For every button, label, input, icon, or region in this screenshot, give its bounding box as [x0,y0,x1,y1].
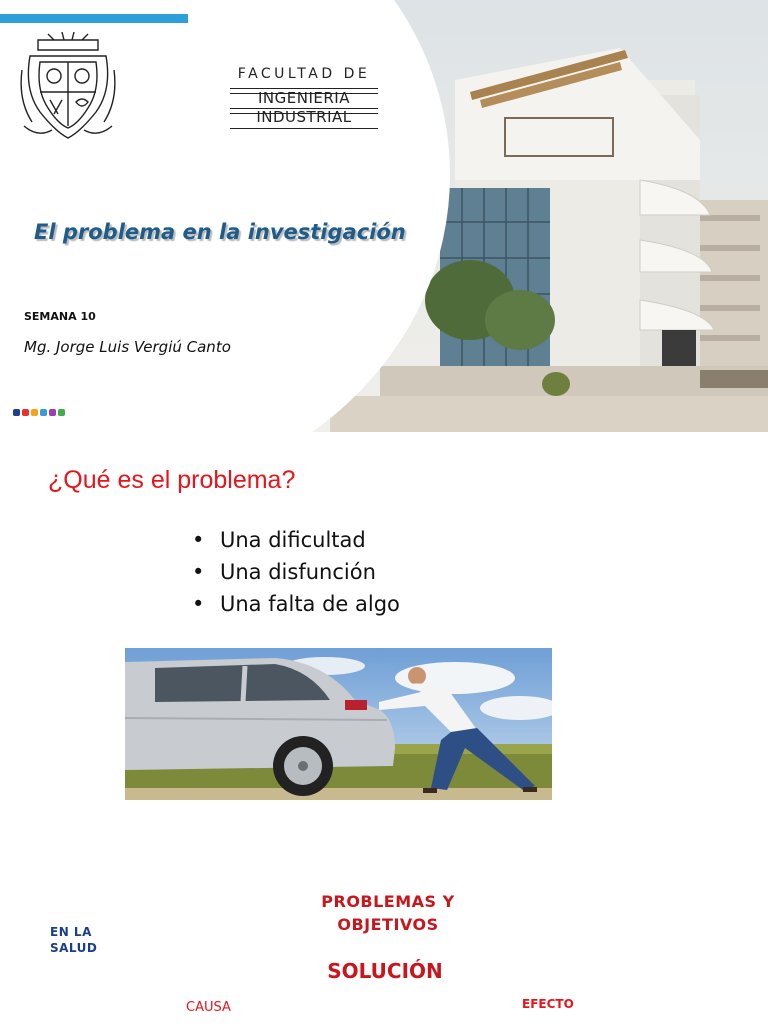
author-name: Mg. Jorge Luis Vergiú Canto [24,338,231,356]
color-dot [22,409,29,416]
question-heading: ¿Qué es el problema? [48,466,296,494]
faculty-logo-wordmark [228,86,380,130]
man-pushing-car-photo [125,648,552,800]
color-dot [58,409,65,416]
cover-slide [0,0,768,432]
list-item: • Una dificultad [192,524,400,556]
health-label: EN LA SALUD [50,925,98,955]
color-dot [49,409,56,416]
definition-list [192,524,400,620]
problems-objectives-title: PROBLEMAS Y OBJETIVOS [321,892,455,934]
bullet-icon: • [192,560,205,584]
faculty-logo-line1: FACULTAD DE [237,66,371,82]
color-dot [31,409,38,416]
solution-label: SOLUCIÓN [327,959,443,983]
list-item: • Una falta de algo [192,588,400,620]
color-dot [13,409,20,416]
cause-label: CAUSA [186,1000,231,1015]
faculty-logo-line2: INGENIERIA [258,89,350,107]
color-dots [13,409,65,416]
university-crest-icon [18,30,118,142]
slide-title: El problema en la investigación [34,220,406,244]
bullet-icon: • [192,528,205,552]
bullet-icon: • [192,592,205,616]
effect-label: EFECTO [522,997,574,1011]
list-item: • Una disfunción [192,556,400,588]
accent-bar [0,14,188,23]
week-label: SEMANA 10 [24,310,96,323]
faculty-logo-line3: INDUSTRIAL [256,108,352,126]
faculty-logo [228,66,380,130]
color-dot [40,409,47,416]
problem-slide [0,432,768,1024]
